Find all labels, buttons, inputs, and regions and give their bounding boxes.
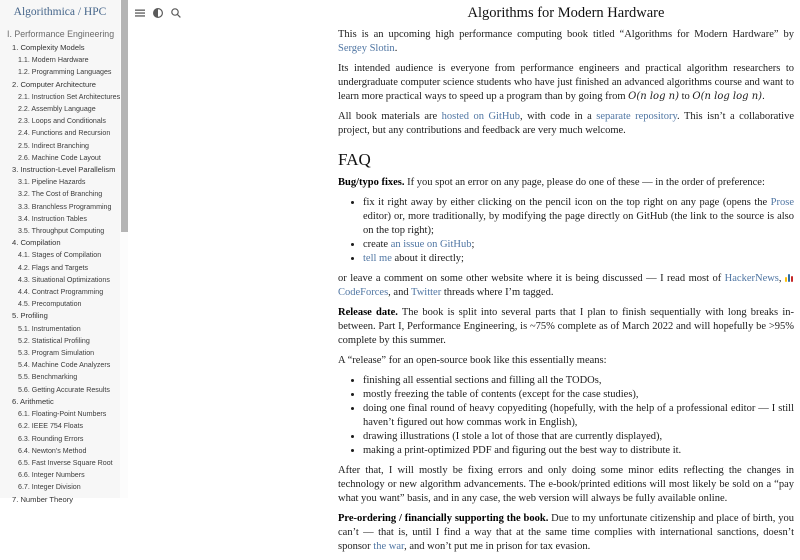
paragraph-release-means [338, 354, 794, 368]
sidebar-item[interactable]: 7. Number Theory [12, 494, 74, 504]
site-title-link[interactable]: Algorithmica / HPC [13, 6, 107, 18]
text-segment: threads where I’m tagged. [441, 287, 554, 298]
text-segment: Pre-ordering / financially supporting the book. [338, 513, 549, 524]
sidebar-item[interactable]: 1.2. Programming Languages [18, 68, 112, 77]
text-segment: If you spot an error on any page, please do one of these — in the order of preference: [404, 177, 765, 188]
text-segment: Its intended audience is everyone from performance engineers and practical algorithm researchers to undergraduate computer science students who have just finished an advanced algorithms course and want to learn more practical ways to speed up a program than by going from [338, 63, 794, 102]
toolbar [134, 5, 182, 21]
sidebar-item[interactable]: 4. Compilation [12, 238, 61, 248]
sidebar-part-label: I. Performance Engineering [7, 29, 115, 39]
sidebar-item[interactable]: 6.4. Newton's Method [18, 446, 87, 455]
text-segment: , [778, 273, 785, 284]
link[interactable]: HackerNews [724, 273, 779, 284]
text-segment: O(n log n) [628, 91, 679, 102]
page-title: Algorithms for Modern Hardware [467, 5, 665, 21]
text-segment: Due to my unfortunate citizenship and place of birth, you can’t — that is, until I find a way that at the same time complies with international sanctions, doesn’t sponsor [338, 513, 794, 552]
paragraph-materials [338, 110, 794, 138]
sidebar-item[interactable]: 3. Instruction-Level Parallelism [12, 165, 116, 175]
faq-heading: FAQ [338, 150, 371, 169]
sidebar-item[interactable]: 6.6. Integer Numbers [18, 471, 85, 480]
sidebar [0, 0, 121, 504]
bug-fix-options-list [338, 196, 794, 266]
text-segment: Release date. [338, 307, 398, 318]
sidebar-scrollbar-track[interactable] [120, 0, 128, 498]
paragraph-bug-fixes [338, 176, 794, 190]
text-segment: making a print-optimized PDF and figuring out the best way to distribute it. [363, 445, 682, 456]
text-segment: , and won’t put me in prison for tax evasion. [404, 541, 591, 552]
sidebar-item[interactable]: 5.2. Statistical Profiling [18, 336, 90, 345]
codeforces-icon [785, 274, 793, 282]
sidebar-item[interactable]: 5.4. Machine Code Analyzers [18, 361, 111, 370]
sidebar-item[interactable]: 6.1. Floating-Point Numbers [18, 410, 107, 419]
sidebar-item[interactable]: 6.3. Rounding Errors [18, 434, 84, 443]
link[interactable]: CodeForces [338, 287, 389, 298]
link[interactable]: Twitter [411, 287, 442, 298]
sidebar-item[interactable]: 6.2. IEEE 754 Floats [18, 422, 84, 431]
search-icon[interactable] [170, 7, 182, 19]
text-segment: . This isn’t a collaborative project, but any contributions and feedback are very much welcome. [338, 111, 794, 136]
text-segment: . [762, 91, 765, 102]
sidebar-item[interactable]: 5. Profiling [12, 311, 48, 321]
text-segment: finishing all essential sections and filling all the TODOs, [363, 375, 602, 386]
sidebar-item[interactable]: 1.1. Modern Hardware [18, 56, 89, 65]
sidebar-item[interactable]: 2. Computer Architecture [12, 79, 96, 89]
list-item [363, 402, 794, 430]
text-segment: to [678, 91, 693, 102]
text-segment: All book materials are [338, 111, 442, 122]
paragraph-after-release [338, 464, 794, 506]
sidebar-item[interactable]: 2.2. Assembly Language [18, 105, 96, 114]
link[interactable]: Sergey Slotin [338, 43, 395, 54]
sidebar-item[interactable]: 3.5. Throughput Computing [18, 227, 105, 236]
link[interactable]: the war [373, 541, 405, 552]
theme-toggle-icon[interactable] [152, 7, 164, 19]
paragraph-preorder [338, 512, 794, 554]
text-segment: create [363, 239, 391, 250]
sidebar-item[interactable]: 2.6. Machine Code Layout [18, 153, 101, 162]
link[interactable]: separate repository [596, 111, 678, 122]
list-item [363, 444, 794, 458]
sidebar-item[interactable]: 2.3. Loops and Conditionals [18, 117, 106, 126]
link[interactable]: tell me [363, 253, 392, 264]
sidebar-item[interactable]: 2.4. Functions and Recursion [18, 129, 111, 138]
text-segment: editor) or, more traditionally, by modifying the page directly on GitHub (the link to the source is also on the top right); [363, 211, 794, 236]
sidebar-item[interactable]: 2.5. Indirect Branching [18, 141, 89, 150]
paragraph-release-date [338, 306, 794, 348]
list-item [363, 388, 794, 402]
sidebar-item[interactable]: 3.4. Instruction Tables [18, 214, 87, 223]
menu-icon[interactable] [134, 7, 146, 19]
sidebar-item[interactable]: 1. Complexity Models [12, 43, 85, 52]
sidebar-scrollbar-thumb[interactable] [121, 0, 128, 232]
text-segment: Bug/typo fixes. [338, 177, 405, 188]
text-segment: A “release” for an open-source book like this essentially means: [338, 355, 607, 366]
sidebar-item[interactable]: 4.3. Situational Optimizations [18, 275, 110, 284]
sidebar-item[interactable]: 3.1. Pipeline Hazards [18, 178, 86, 187]
sidebar-item[interactable]: 2.1. Instruction Set Architectures [18, 92, 121, 101]
sidebar-item[interactable]: 3.3. Branchless Programming [18, 202, 112, 211]
list-item [363, 374, 794, 388]
list-item [363, 196, 794, 238]
main-content [338, 0, 794, 560]
text-segment: drawing illustrations (I stole a lot of those that are currently displayed), [363, 431, 663, 442]
sidebar-item[interactable]: 6. Arithmetic [12, 396, 54, 406]
list-item [363, 430, 794, 444]
text-segment: doing one final round of heavy copyediting (hopefully, with the help of a professional editor — I still haven’t figured out how commas work in English), [363, 403, 794, 428]
text-segment: The book is split into several parts that I plan to finish sequentially with long breaks in-between. Part I, Performance Engineering, is ~75% complete as of March 2022 and will hopefully be >95% complete by this summer. [338, 307, 794, 346]
text-segment: . [394, 43, 398, 54]
paragraph-comment [338, 272, 794, 300]
sidebar-item[interactable]: 3.2. The Cost of Branching [18, 190, 103, 199]
text-segment: O(n log log n) [692, 91, 763, 102]
sidebar-item[interactable]: 5.6. Getting Accurate Results [18, 385, 110, 394]
text-segment: ; [471, 239, 475, 250]
table-of-contents [0, 28, 120, 506]
text-segment: fix it right away by either clicking on the pencil icon on the top right on any page (opens the [363, 197, 771, 208]
text-segment: or leave a comment on some other website where it is being discussed — I read most of [338, 273, 725, 284]
link[interactable]: an issue on GitHub [390, 239, 472, 250]
text-segment: about it directly; [391, 253, 464, 264]
text-segment: , with code in a [519, 111, 597, 122]
sidebar-item[interactable]: 6.5. Fast Inverse Square Root [18, 458, 113, 467]
sidebar-item[interactable]: 4.2. Flags and Targets [18, 263, 89, 272]
text-segment: mostly freezing the table of contents (except for the case studies), [363, 389, 639, 400]
sidebar-item[interactable]: 4.1. Stages of Compilation [18, 251, 102, 260]
sidebar-item[interactable]: 5.3. Program Simulation [18, 349, 95, 358]
sidebar-item[interactable]: 5.1. Instrumentation [18, 324, 81, 333]
list-item [363, 238, 794, 252]
paragraph-audience [338, 62, 794, 104]
sidebar-item[interactable]: 5.5. Benchmarking [18, 373, 78, 382]
release-criteria-list [338, 374, 794, 458]
sidebar-item[interactable]: 4.4. Contract Programming [18, 288, 104, 297]
text-segment: This is an upcoming high performance computing book titled “Algorithms for Modern Hardware” by [338, 29, 794, 40]
sidebar-item[interactable]: 6.7. Integer Division [18, 483, 81, 492]
text-segment: After that, I will mostly be fixing errors and only doing some minor edits reflecting the changes in technology or new algorithm advancements. The e-book/printed editions will most likely be sold on a “pay what you want” basis, and in any case, the web version will always be fully available online. [338, 465, 794, 504]
list-item [363, 252, 794, 266]
link[interactable]: Prose [770, 197, 794, 208]
text-segment: , and [388, 287, 412, 298]
link[interactable]: hosted on GitHub [441, 111, 520, 122]
paragraph-intro [338, 28, 794, 56]
sidebar-item[interactable]: 4.5. Precomputation [18, 300, 82, 309]
